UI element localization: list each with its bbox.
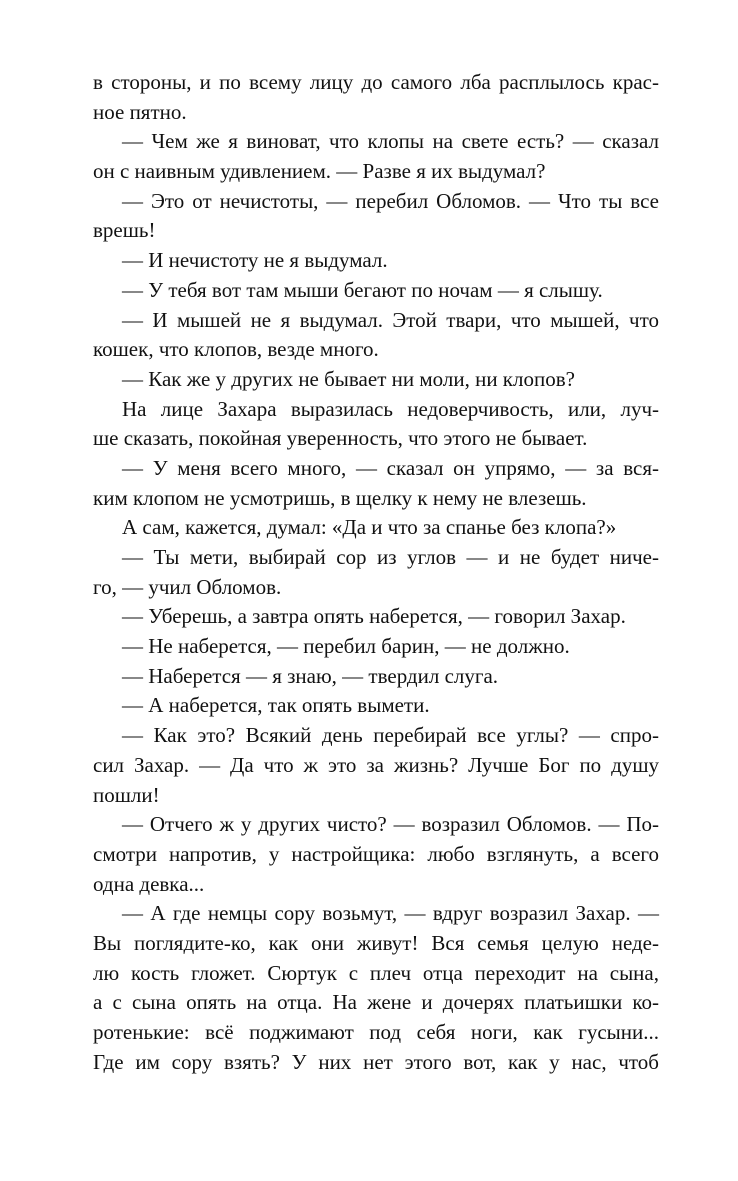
text-line: А сам, кажется, думал: «Да и что за спанье без клопа?» bbox=[122, 515, 617, 540]
text-line: — У тебя вот там мыши бегают по ночам — я слышу. bbox=[122, 277, 603, 302]
text-line: одна девка... bbox=[93, 871, 205, 896]
text-line: — А наберется, так опять вымети. bbox=[122, 693, 430, 718]
text-line: — А где немцы сору возьмут, — вдруг возразил Захар. — bbox=[122, 901, 659, 926]
text-line: — И нечистоту не я выдумал. bbox=[122, 248, 388, 273]
text-line: смотри напротив, у настройщика: любо взглянуть, а всего bbox=[93, 841, 659, 866]
text-line: лю кость гложет. Сюртук с плеч отца переходит на сына, bbox=[93, 960, 659, 985]
text-line: а с сына опять на отца. На жене и дочерях платьишки ко- bbox=[93, 990, 659, 1015]
text-line: — Это от нечистоты, — перебил Обломов. — Что ты все bbox=[122, 188, 659, 213]
text-line: сил Захар. — Да что ж это за жизнь? Лучше Бог по душу bbox=[93, 752, 659, 777]
book-page bbox=[93, 68, 659, 1077]
text-line: — Ты мети, выбирай сор из углов — и не будет ниче- bbox=[122, 545, 659, 569]
text-line: На лице Захара выразилась недоверчивость, или, луч- bbox=[122, 396, 659, 421]
text-line: ротенькие: всё поджимают под себя ноги, как гусыни... bbox=[93, 1020, 659, 1044]
text-line: — Чем же я виноват, что клопы на свете есть? — сказал bbox=[122, 129, 659, 154]
text-line: — И мышей не я выдумал. Этой твари, что мышей, что bbox=[122, 307, 659, 332]
text-line: Вы поглядите-ко, как они живут! Вся семья целую неде- bbox=[93, 930, 659, 955]
text-line: — Не наберется, — перебил барин, — не должно. bbox=[122, 634, 570, 659]
text-line: — Уберешь, а завтра опять наберется, — говорил Захар. bbox=[122, 604, 626, 629]
text-line: ким клопом не усмотришь, в щелку к нему не влезешь. bbox=[93, 485, 587, 510]
text-line: — Как же у других не бывает ни моли, ни клопов? bbox=[122, 366, 575, 391]
text-line: — Наберется — я знаю, — твердил слуга. bbox=[122, 663, 499, 688]
text-line: пошли! bbox=[93, 782, 160, 807]
text-line: кошек, что клопов, везде много. bbox=[93, 337, 379, 362]
text-line: Где им сору взять? У них нет этого вот, как у нас, чтоб bbox=[93, 1049, 659, 1074]
text-line: — Как это? Всякий день перебирай все углы? — спро- bbox=[122, 723, 659, 748]
text-line: ное пятно. bbox=[93, 99, 187, 124]
text-line: в стороны, и по всему лицу до самого лба расплылось крас- bbox=[93, 70, 659, 94]
text-line: врешь! bbox=[93, 218, 156, 243]
text-line: го, — учил Обломов. bbox=[93, 574, 282, 599]
text-line: он с наивным удивлением. — Разве я их выдумал? bbox=[93, 159, 546, 184]
text-line: ше сказать, покойная уверенность, что этого не бывает. bbox=[93, 426, 588, 451]
text-line: — У меня всего много, — сказал он упрямо, — за вся- bbox=[122, 455, 659, 480]
text-line: — Отчего ж у других чисто? — возразил Обломов. — По- bbox=[122, 812, 659, 837]
